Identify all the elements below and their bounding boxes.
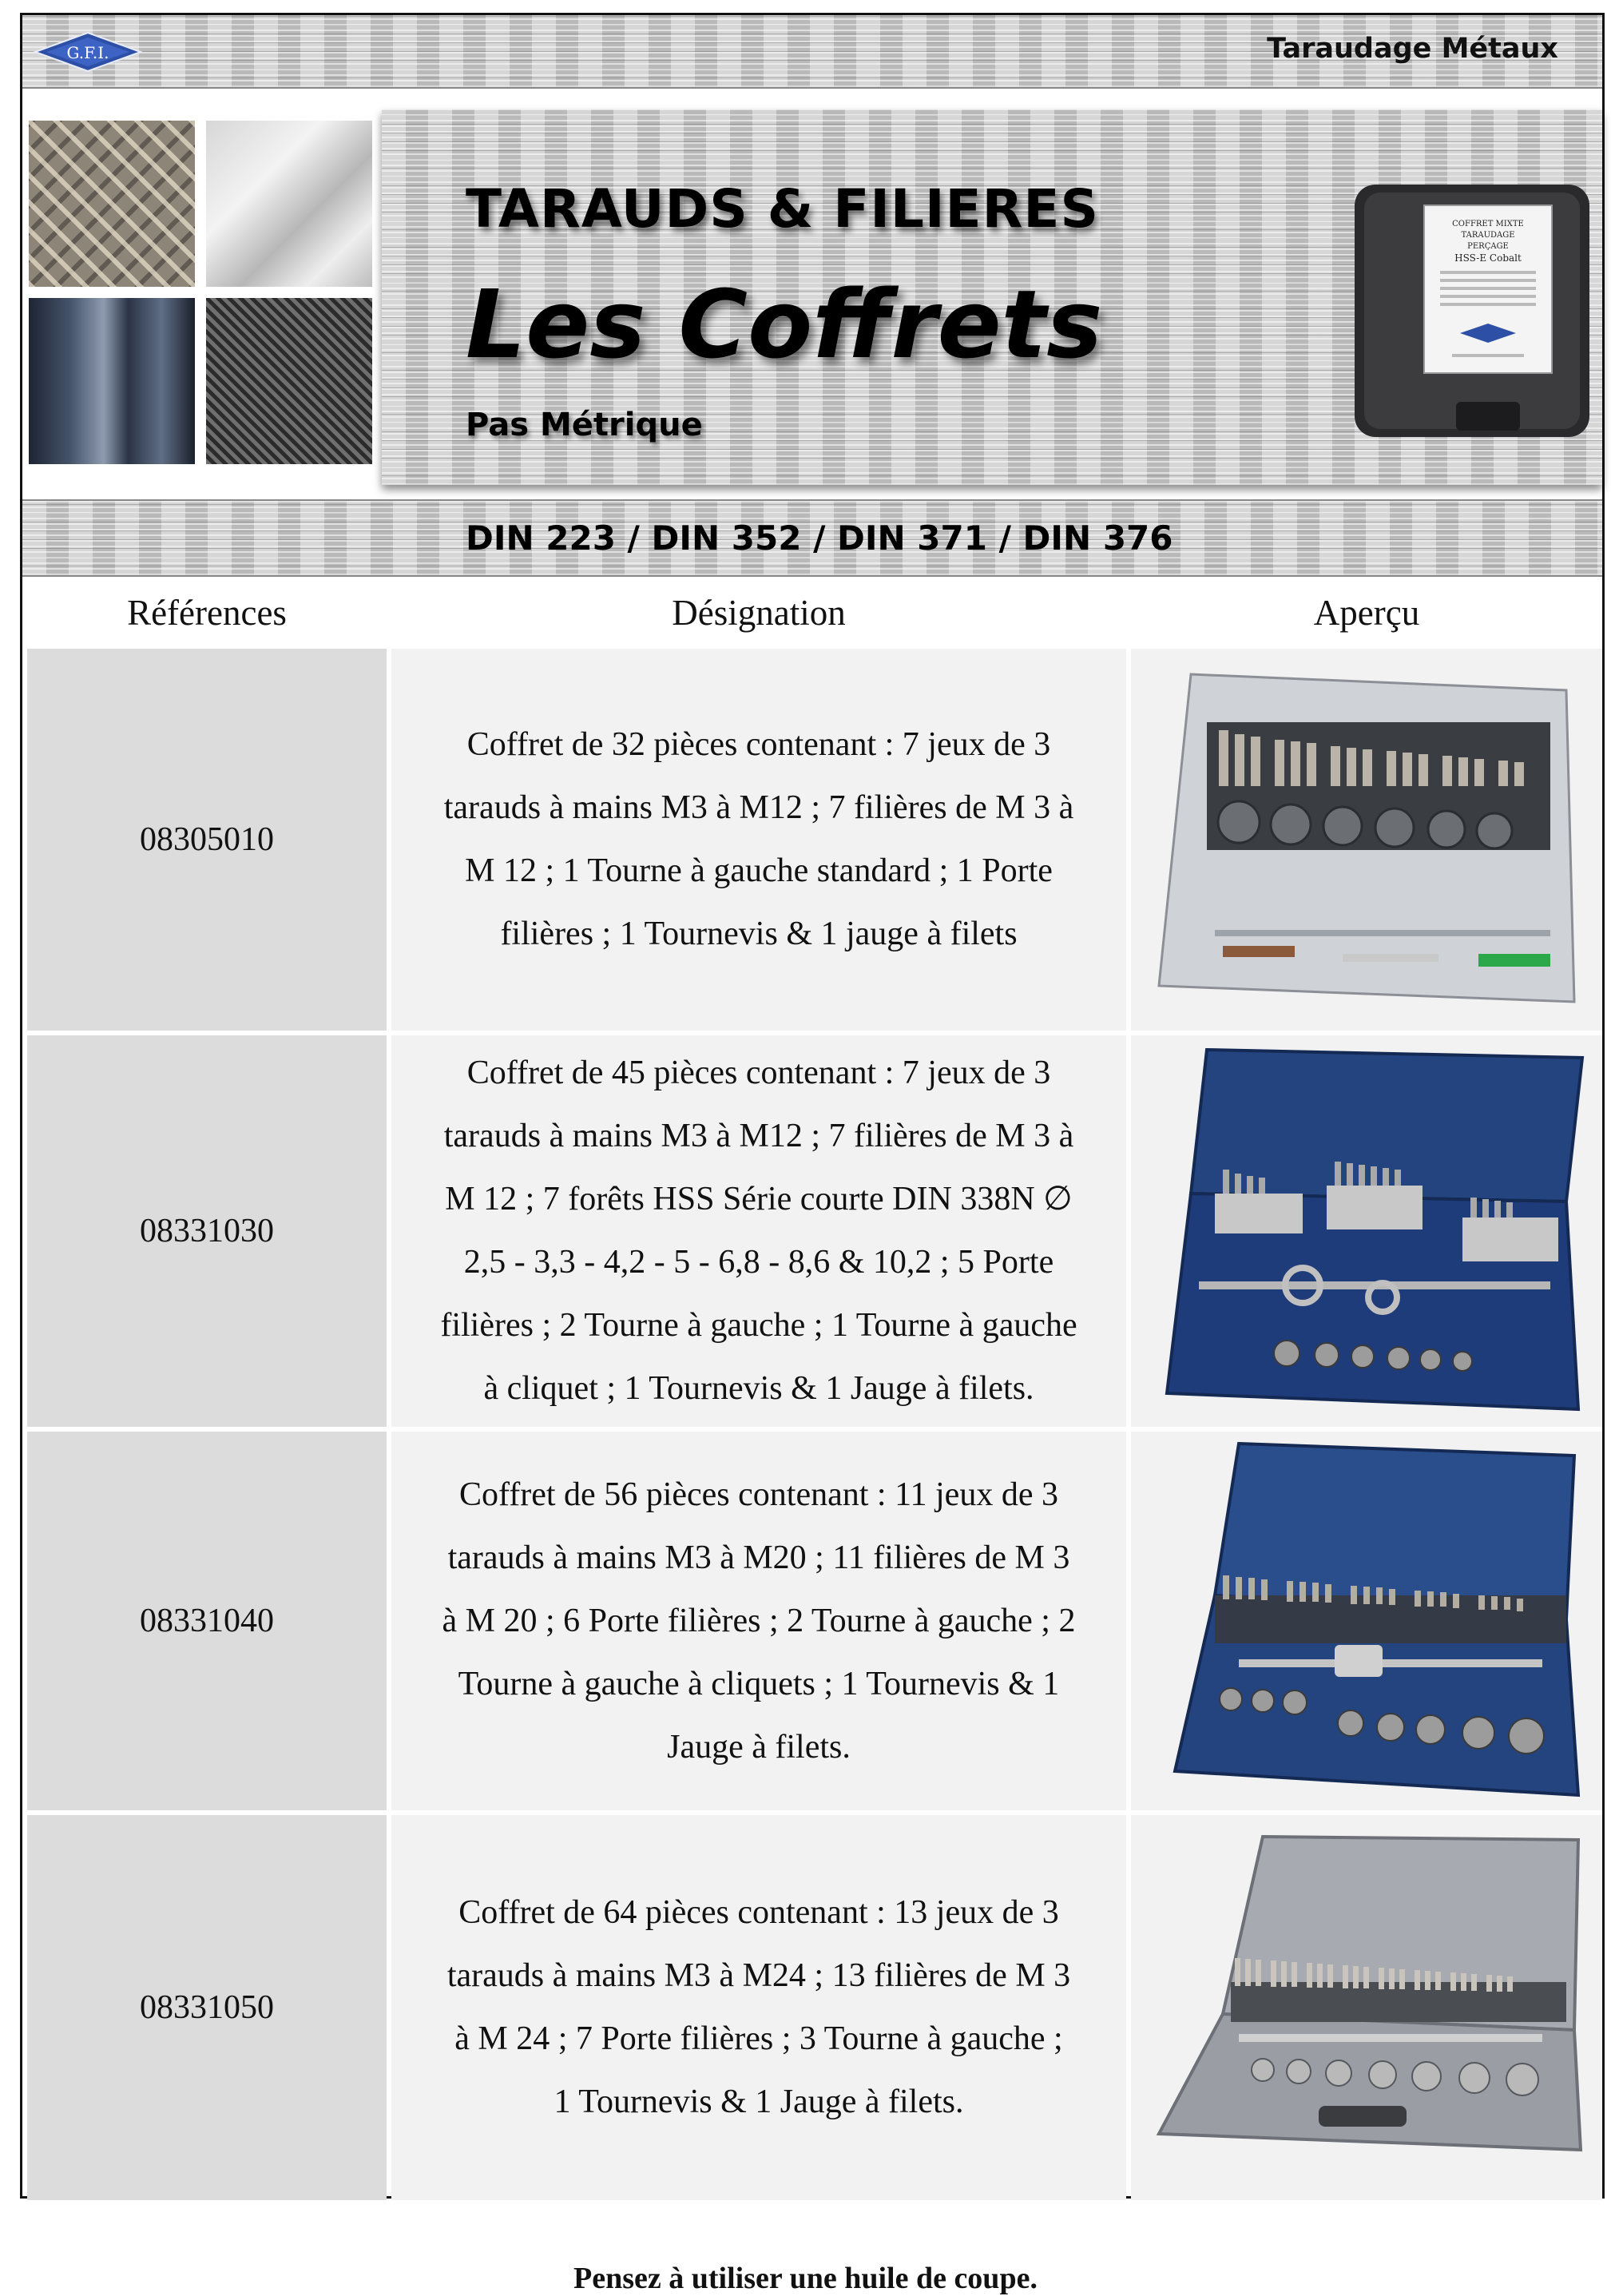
preview-cell <box>1131 1035 1602 1427</box>
preview-cell <box>1131 1815 1602 2200</box>
designation-line: 2,5 - 3,3 - 4,2 - 5 - 6,8 - 8,6 & 10,2 ; 5 Porte <box>463 1244 1054 1281</box>
designation-line: M 12 ; 7 forêts HSS Série courte DIN 338N ∅ <box>445 1181 1073 1218</box>
brushed-steel-swatch <box>204 119 374 288</box>
table-row <box>27 1815 1602 2200</box>
designation-line: Coffret de 45 pièces contenant : 7 jeux de 3 <box>466 1055 1051 1091</box>
table-row <box>27 649 1602 1031</box>
reference-cell: 08331030 <box>27 1035 387 1427</box>
table-row <box>27 1432 1602 1810</box>
designation-cell <box>391 1035 1126 1427</box>
designation-line: Coffret de 56 pièces contenant : 11 jeux de 3 <box>459 1476 1058 1513</box>
tap-die-set-45-photo <box>1143 1042 1590 1417</box>
table-row <box>27 1035 1602 1427</box>
reference-cell: 08331050 <box>27 1815 387 2200</box>
designation-line: tarauds à mains M3 à M12 ; 7 filières de M 3 à <box>443 1118 1074 1154</box>
designation-cell <box>391 1815 1126 2200</box>
designation-line: Jauge à filets. <box>667 1728 851 1766</box>
tap-die-set-32-photo <box>1143 658 1590 1018</box>
designation-line: M 12 ; 1 Tourne à gauche standard ; 1 Porte <box>465 852 1053 889</box>
designation-line: Coffret de 64 pièces contenant : 13 jeux de 3 <box>458 1894 1059 1931</box>
diamond-plate-swatch <box>27 119 196 288</box>
designation-line: tarauds à mains M3 à M20 ; 11 filières de M 3 <box>447 1539 1070 1576</box>
designation-line: tarauds à mains M3 à M12 ; 7 filières de M 3 à <box>443 789 1074 826</box>
carbon-fiber-swatch <box>204 296 374 466</box>
preview-cell <box>1131 1432 1602 1810</box>
designation-line: Tourne à gauche à cliquets ; 1 Tournevis & 1 <box>458 1665 1060 1702</box>
header-preview: Aperçu <box>1131 582 1602 644</box>
blue-steel-swatch <box>27 296 196 466</box>
tool-case-photo <box>1348 173 1596 445</box>
gfi-logo <box>32 30 144 74</box>
products-table <box>22 577 1607 2205</box>
reference-cell: 08331040 <box>27 1432 387 1810</box>
category-label: Taraudage Métaux <box>1267 33 1558 65</box>
svg-text:TARAUDAGE: TARAUDAGE <box>1461 231 1515 240</box>
designation-line: à M 24 ; 7 Porte filières ; 3 Tourne à gauche ; <box>454 2020 1063 2057</box>
tap-die-set-56-photo <box>1143 1436 1590 1803</box>
preview-cell <box>1131 649 1602 1031</box>
reference-cell: 08305010 <box>27 649 387 1031</box>
designation-cell <box>391 649 1126 1031</box>
designation-line: filières ; 2 Tourne à gauche ; 1 Tourne à gauche <box>440 1307 1077 1344</box>
tap-die-set-64-photo <box>1143 1830 1590 2182</box>
header-designation: Désignation <box>391 582 1126 644</box>
title-banner <box>382 109 1602 485</box>
designation-line: à M 20 ; 6 Porte filières ; 2 Tourne à gauche ; 2 <box>442 1602 1076 1639</box>
svg-text:HSS-E Cobalt: HSS-E Cobalt <box>1454 252 1522 264</box>
table-header-row <box>27 582 1602 644</box>
footer-note: Pensez à utiliser une huile de coupe. <box>573 2262 1038 2295</box>
svg-text:G.F.I.: G.F.I. <box>66 43 109 62</box>
banner-tagline: Pas Métrique <box>466 407 703 443</box>
top-bar <box>22 15 1602 89</box>
designation-cell <box>391 1432 1126 1810</box>
standards-bar <box>22 499 1602 577</box>
designation-line: 1 Tournevis & 1 Jauge à filets. <box>554 2083 964 2120</box>
designation-line: filières ; 1 Tournevis & 1 jauge à filets <box>500 916 1018 952</box>
designation-line: à cliquet ; 1 Tournevis & 1 Jauge à filets. <box>483 1370 1034 1407</box>
banner-title: TARAUDS & FILIERES <box>466 178 1100 240</box>
page-frame <box>20 13 1605 2199</box>
svg-text:PERÇAGE: PERÇAGE <box>1467 242 1509 251</box>
svg-text:COFFRET MIXTE: COFFRET MIXTE <box>1452 220 1524 228</box>
standards-text: DIN 223 / DIN 352 / DIN 371 / DIN 376 <box>466 518 1173 558</box>
banner-subtitle: Les Coffrets <box>466 269 1103 379</box>
designation-line: tarauds à mains M3 à M24 ; 13 filières de M 3 <box>446 1957 1071 1994</box>
designation-line: Coffret de 32 pièces contenant : 7 jeux de 3 <box>466 726 1051 763</box>
header-references: Références <box>27 582 387 644</box>
